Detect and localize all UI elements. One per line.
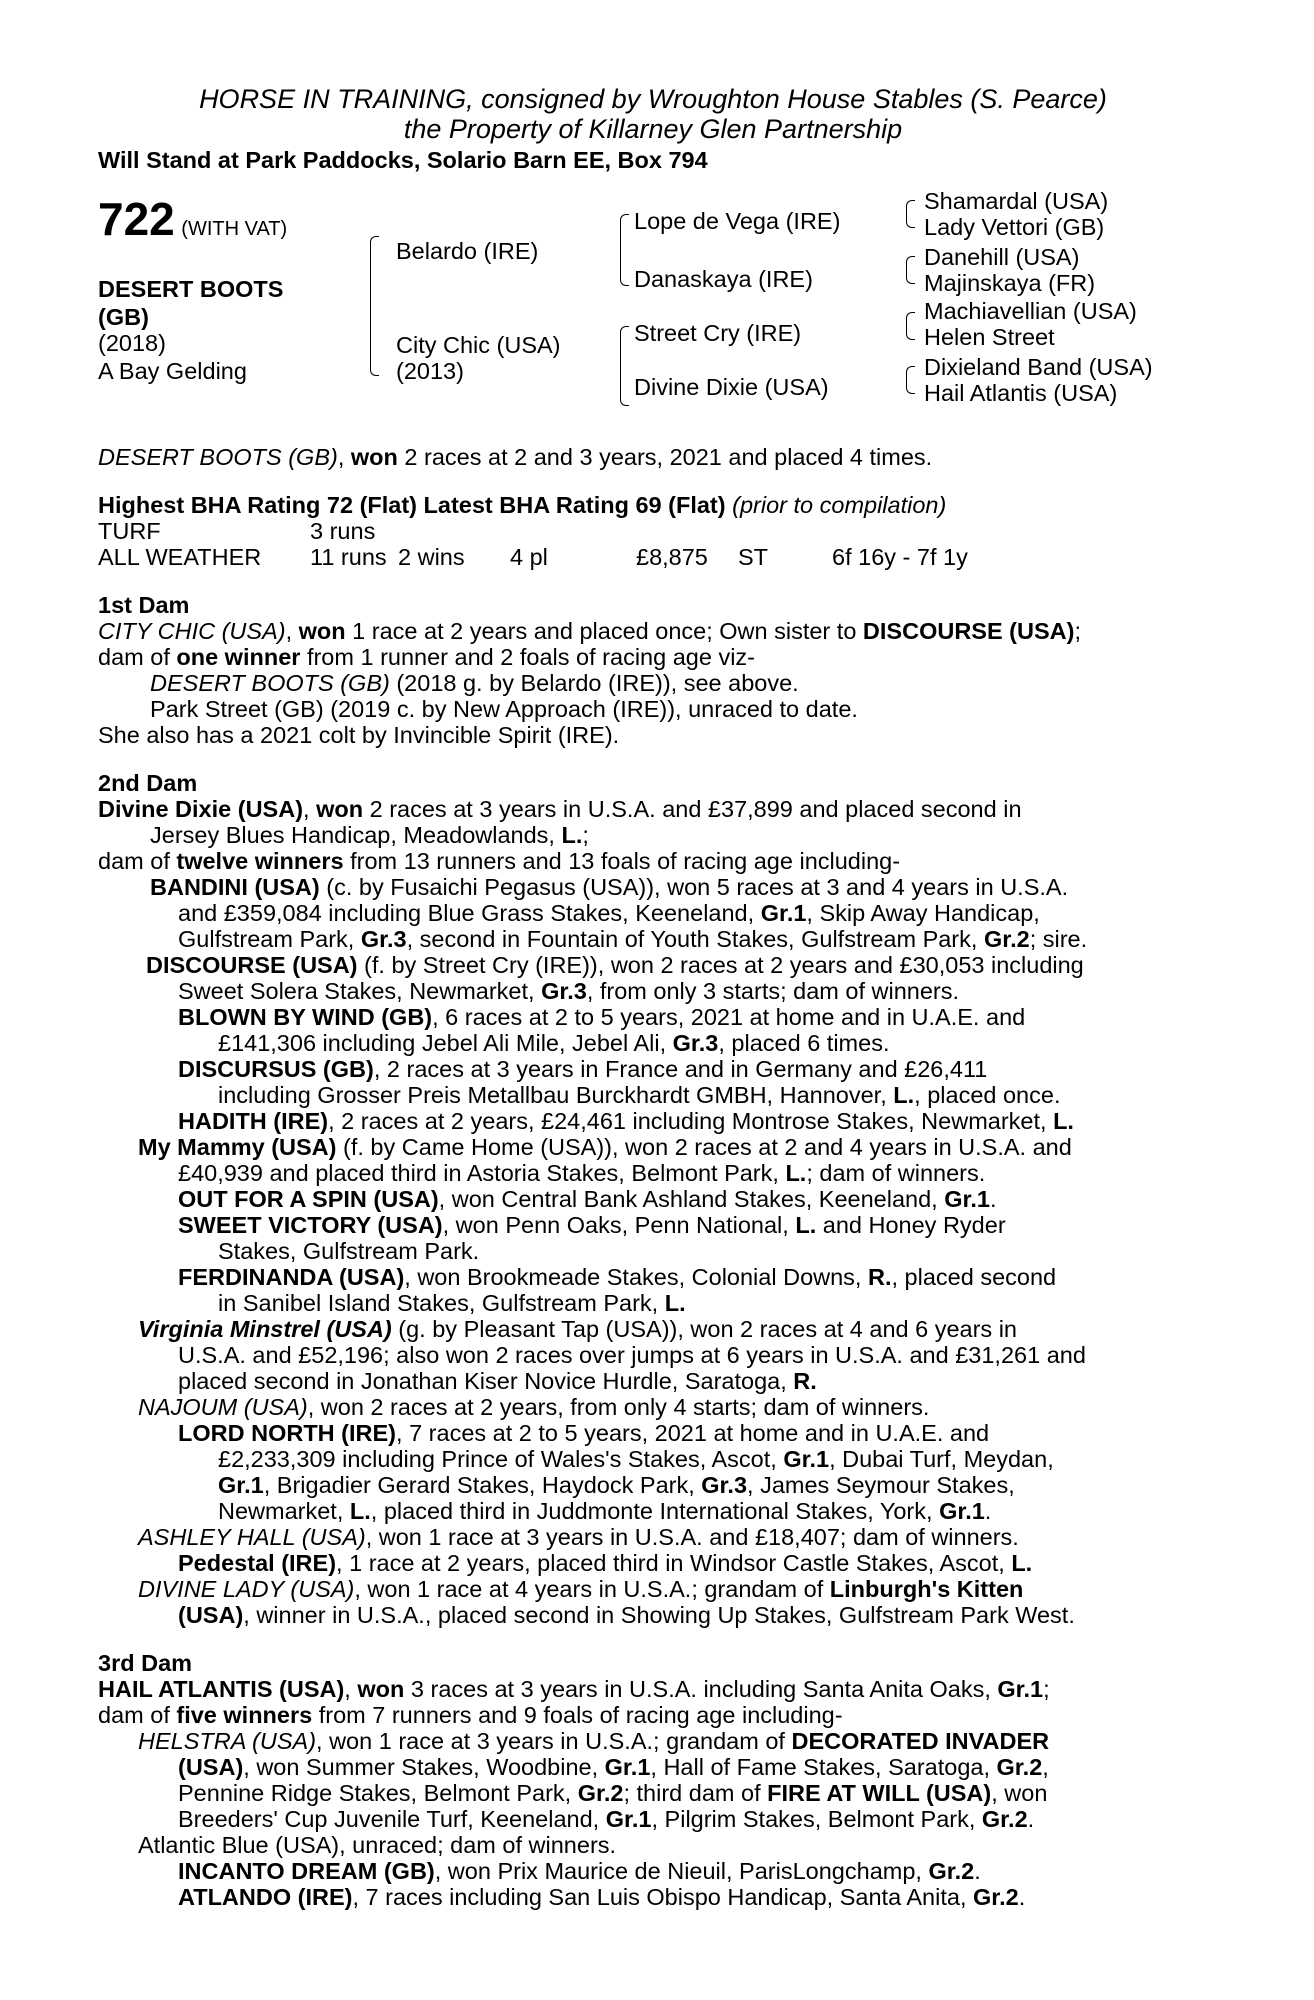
location-line: Will Stand at Park Paddocks, Solario Barn EE, Box 794 [98, 147, 708, 173]
dam-sire: Street Cry (IRE) [634, 320, 802, 346]
sire-sire: Lope de Vega (IRE) [634, 208, 841, 234]
brace-sd [906, 256, 915, 284]
sire-dam-dam: Majinskaya (FR) [924, 270, 1096, 296]
produce-ashley-hall: ASHLEY HALL (USA), won 1 race at 3 years in U.S.A. and £18,407; dam of winners. [138, 1524, 1019, 1550]
first-dam-heading: 1st Dam [98, 592, 190, 618]
produce-virginia-minstrel: Virginia Minstrel (USA) (g. by Pleasant Tap (USA)), won 2 races at 4 and 6 years in U.S.A. and £52,196; also won 2 races over jumps at 6 years in U.S.A. and £31,261 and placed second in Jonathan Kiser Novice Hurdle, Saratoga, R. [138, 1316, 1086, 1394]
dam-sire-sire: Machiavellian (USA) [924, 298, 1137, 324]
sire: Belardo (IRE) [396, 238, 539, 264]
produce-out-for-a-spin: OUT FOR A SPIN (USA), won Central Bank Ashland Stakes, Keeneland, Gr.1. [178, 1186, 997, 1212]
produce-atlando: ATLANDO (IRE), 7 races including San Luis Obispo Handicap, Santa Anita, Gr.2. [178, 1884, 1026, 1910]
dam-dam: Divine Dixie (USA) [634, 374, 829, 400]
horse-year: (2018) [98, 330, 166, 356]
turf-row: TURF 3 runs [98, 518, 376, 544]
race-summary: DESERT BOOTS (GB), won 2 races at 2 and 3 years, 2021 and placed 4 times. [98, 444, 933, 470]
produce-divine-lady: DIVINE LADY (USA), won 1 race at 4 years in U.S.A.; grandam of Linburgh's Kitten (USA), winner in U.S.A., placed second in Showing Up Stakes, Gulfstream Park West. [138, 1576, 1075, 1628]
horse-suffix: (GB) [98, 304, 149, 330]
sire-sire-dam: Lady Vettori (GB) [924, 214, 1105, 240]
brace-dd [906, 366, 915, 394]
produce-helstra: HELSTRA (USA), won 1 race at 3 years in U.S.A.; grandam of DECORATED INVADER (USA), won Summer Stakes, Woodbine, Gr.1, Hall of Fame Stakes, Saratoga, Gr.2, Pennine Ridge Stakes, Belmont Park, Gr.2; third dam of FIRE AT WILL (USA), won Breeders' Cup Juvenile Turf, Keeneland, Gr.1, Pilgrim Stakes, Belmont Park, Gr.2. [138, 1728, 1050, 1832]
brace-dam [620, 326, 629, 406]
produce-atlantic-blue: Atlantic Blue (USA), unraced; dam of winners. [138, 1832, 617, 1858]
lot-number: 722 [98, 193, 175, 245]
second-dam-heading: 2nd Dam [98, 770, 198, 796]
produce-discursus: DISCURSUS (GB), 2 races at 3 years in France and in Germany and £26,411 including Grosser Preis Metallbau Burckhardt GMBH, Hannover, L., placed once. [178, 1056, 1061, 1108]
all-weather-row: ALL WEATHER 11 runs 2 wins 4 pl £8,875 ST 6f 16y - 7f 1y [98, 544, 968, 570]
pedigree-table [98, 188, 1208, 434]
third-dam-heading: 3rd Dam [98, 1650, 193, 1676]
produce-ferdinanda: FERDINANDA (USA), won Brookmeade Stakes, Colonial Downs, R., placed second in Sanibel Island Stakes, Gulfstream Park, L. [178, 1264, 1057, 1316]
sire-sire-sire: Shamardal (USA) [924, 188, 1109, 214]
produce-incanto-dream: INCANTO DREAM (GB), won Prix Maurice de Nieuil, ParisLongchamp, Gr.2. [178, 1858, 981, 1884]
produce-najoum: NAJOUM (USA), won 2 races at 2 years, from only 4 starts; dam of winners. [138, 1394, 930, 1420]
produce-my-mammy: My Mammy (USA) (f. by Came Home (USA)), won 2 races at 2 and 4 years in U.S.A. and £40,939 and placed third in Astoria Stakes, Belmont Park, L.; dam of winners. [138, 1134, 1072, 1186]
dam-dam-dam: Hail Atlantis (USA) [924, 380, 1118, 406]
brace-sire [620, 214, 629, 286]
sire-dam: Danaskaya (IRE) [634, 266, 813, 292]
dam-sire-dam: Helen Street [924, 324, 1055, 350]
catalogue-page [98, 84, 1208, 1910]
horse-desc: A Bay Gelding [98, 358, 247, 384]
produce-discourse: DISCOURSE (USA) (f. by Street Cry (IRE)), won 2 races at 2 years and £30,053 including Sweet Solera Stakes, Newmarket, Gr.3, from only 3 starts; dam of winners. [146, 952, 1084, 1004]
produce-hadith: HADITH (IRE), 2 races at 2 years, £24,461 including Montrose Stakes, Newmarket, L. [178, 1108, 1074, 1134]
brace-ss [906, 200, 915, 228]
produce-lord-north: LORD NORTH (IRE), 7 races at 2 to 5 years, 2021 at home and in U.A.E. and £2,233,309 including Prince of Wales's Stakes, Ascot, Gr.1, Dubai Turf, Meydan, Gr.1, Brigadier Gerard Stakes, Haydock Park, Gr.3, James Seymour Stakes, Newmarket, L., placed third in Juddmonte International Stakes, York, Gr.1. [178, 1420, 1054, 1524]
produce-sweet-victory: SWEET VICTORY (USA), won Penn Oaks, Penn National, L. and Honey Ryder Stakes, Gulfstream Park. [178, 1212, 1006, 1264]
third-dam-section: 3rd Dam HAIL ATLANTIS (USA), won 3 races at 3 years in U.S.A. including Santa Anita Oaks, Gr.1; dam of five winners from 7 runners and 9 foals of racing age including- HELSTRA (USA), won 1 race at 3 years in U.S.A.; grandam of DECORATED INVADER (USA), won Summer Stakes, Woodbine, Gr.1, Hall of Fame Stakes, Saratoga, Gr.2, Pennine Ridge Stakes, Belmont Park, Gr.2; third dam of FIRE AT WILL (USA), won Breeders' Cup Juvenile Turf, Keeneland, Gr.1, Pilgrim Stakes, Belmont Park, Gr.2. Atlantic Blue (USA), unraced; dam of winners. INCANTO DREAM (GB), won Prix Maurice de Nieuil, ParisLongchamp, Gr.2. ATLANDO (IRE), 7 races including San Luis Obispo Handicap, Santa Anita, Gr.2. [98, 1650, 1208, 1910]
consignor-line: HORSE IN TRAINING, consigned by Wroughton House Stables (S. Pearce) [199, 84, 1107, 114]
vat-label: (WITH VAT) [181, 218, 288, 240]
horse-name: DESERT BOOTS [98, 276, 284, 302]
dam-dam-sire: Dixieland Band (USA) [924, 354, 1153, 380]
brace-gen1 [370, 236, 379, 376]
produce-bandini: BANDINI (USA) (c. by Fusaichi Pegasus (USA)), won 5 races at 3 and 4 years in U.S.A. and £359,084 including Blue Grass Stakes, Keeneland, Gr.1, Skip Away Handicap, Gulfstream Park, Gr.3, second in Fountain of Youth Stakes, Gulfstream Park, Gr.2; sire. [150, 874, 1088, 952]
owner-line: the Property of Killarney Glen Partnership [403, 114, 903, 144]
dam: City Chic (USA) [396, 332, 561, 358]
dam-year: (2013) [396, 358, 464, 384]
produce-pedestal: Pedestal (IRE), 1 race at 2 years, placed third in Windsor Castle Stakes, Ascot, L. [178, 1550, 1033, 1576]
first-dam-section: 1st Dam CITY CHIC (USA), won 1 race at 2 years and placed once; Own sister to DISCOURSE (USA); dam of one winner from 1 runner and 2 foals of racing age viz- DESERT BOOTS (GB) (2018 g. by Belardo (IRE)), see above. Park Street (GB) (2019 c. by New Approach (IRE)), unraced to date. She also has a 2021 colt by Invincible Spirit (IRE). [98, 592, 1208, 748]
brace-ds [906, 312, 915, 340]
rating-title: Highest BHA Rating 72 (Flat) Latest BHA Rating 69 (Flat) [98, 492, 726, 518]
ratings-section [98, 492, 1208, 570]
produce-blown-by-wind: BLOWN BY WIND (GB), 6 races at 2 to 5 years, 2021 at home and in U.A.E. and £141,306 including Jebel Ali Mile, Jebel Ali, Gr.3, placed 6 times. [178, 1004, 1026, 1056]
rating-note: (prior to compilation) [732, 492, 947, 518]
sire-dam-sire: Danehill (USA) [924, 244, 1080, 270]
second-dam-section: 2nd Dam Divine Dixie (USA), won 2 races at 3 years in U.S.A. and £37,899 and placed second in Jersey Blues Handicap, Meadowlands, L.; dam of twelve winners from 13 runners and 13 foals of racing age including- BANDINI (USA) (c. by Fusaichi Pegasus (USA)), won 5 races at 3 and 4 years in U.S.A. and £359,084 including Blue Grass Stakes, Keeneland, Gr.1, Skip Away Handicap, Gulfstream Park, Gr.3, second in Fountain of Youth Stakes, Gulfstream Park, Gr.2; sire. DISCOURSE (USA) (f. by Street Cry (IRE)), won 2 races at 2 years and £30,053 including Sweet Solera Stakes, Newmarket, Gr.3, from only 3 starts; dam of winners. BLOWN BY WIND (GB), 6 races at 2 to 5 years, 2021 at home and in U.A.E. and £141,306 including Jebel Ali Mile, Jebel Ali, Gr.3, placed 6 times. DISCURSUS (GB), 2 races at 3 years in France and in Germany and £26,411 including Grosser Preis Metallbau Burckhardt GMBH, Hannover, L., placed once. HADITH (IRE), 2 races at 2 years, £24,461 including Montrose Stakes, Newmarket, L. My Mammy (USA) (f. by Came Home (USA)), won 2 races at 2 and 4 years in U.S.A. and £40,939 and placed third in Astoria Stakes, Belmont Park, L.; dam of winners. OUT FOR A SPIN (USA), won Central Bank Ashland Stakes, Keeneland, Gr.1. SWEET VICTORY (USA), won Penn Oaks, Penn National, L. and Honey Ryder Stakes, Gulfstream Park. FERDINANDA (USA), won Brookmeade Stakes, Colonial Downs, R., placed second in Sanibel Island Stakes, Gulfstream Park, L. Virginia Minstrel (USA) (g. by Pleasant Tap (USA)), won 2 races at 4 and 6 years in U.S.A. and £52,196; also won 2 races over jumps at 6 years in U.S.A. and £31,261 and placed second in Jonathan Kiser Novice Hurdle, Saratoga, R. NAJOUM (USA), won 2 races at 2 years, from only 4 starts; dam of winners. LORD NORTH (IRE), 7 races at 2 to 5 years, 2021 at home and in U.A.E. and £2,233,309 including Prince of Wales's Stakes, Ascot, Gr.1, Dubai Turf, Meydan, Gr.1, Brigadier Gerard Stakes, Haydock Park, Gr.3, James Seymour Stakes, Newmarket, L., placed third in Juddmonte International Stakes, York, Gr.1. ASHLEY HALL (USA), won 1 race at 3 years in U.S.A. and £18,407; dam of winners. Pedestal (IRE), 1 race at 2 years, placed third in Windsor Castle Stakes, Ascot, L. DIVINE LADY (USA), won 1 race at 4 years in U.S.A.; grandam of Linburgh's Kitten (USA), winner in U.S.A., placed second in Showing Up Stakes, Gulfstream Park West. [98, 770, 1208, 1628]
